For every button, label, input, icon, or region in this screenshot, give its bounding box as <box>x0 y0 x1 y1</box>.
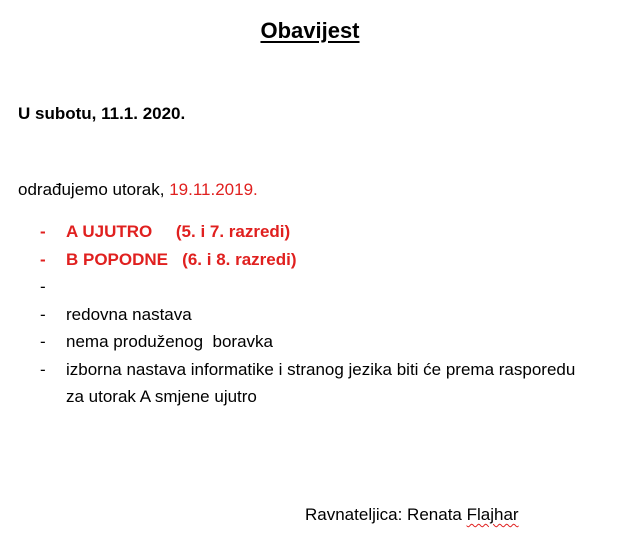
list-item-electives <box>18 356 586 411</box>
list-item-shift-a <box>18 218 618 246</box>
notice-list <box>18 218 618 411</box>
list-item-text: A UJUTRO (5. i 7. razredi) <box>66 222 291 241</box>
intro-text: odrađujemo utorak, <box>18 180 170 199</box>
list-item-text: B POPODNE (6. i 8. razredi) <box>66 249 297 269</box>
list-item-text: izborna nastava informatike i stranog jezika biti će prema rasporedu za utorak A smjene ujutro <box>66 359 585 406</box>
signature-line <box>305 505 519 525</box>
intro-date: 19.11.2019. <box>169 180 258 199</box>
list-item-empty <box>18 273 618 301</box>
dash-bullet: - <box>40 359 46 379</box>
list-item-no-extended-stay <box>18 328 618 356</box>
dash-bullet: - <box>40 304 46 324</box>
dash-bullet: - <box>40 332 46 351</box>
signature-name: Flajhar <box>466 505 519 524</box>
list-item-regular-classes <box>18 301 618 329</box>
intro-line <box>18 180 258 200</box>
list-item-shift-b <box>18 246 618 274</box>
document-title: Obavijest <box>260 18 360 43</box>
signature-label: Ravnateljica: Renata <box>305 505 467 524</box>
date-line: U subotu, 11.1. 2020. <box>18 104 186 123</box>
list-item-text: redovna nastava <box>66 304 192 324</box>
dash-bullet: - <box>40 222 46 241</box>
dash-bullet: - <box>40 249 46 269</box>
list-item-text: nema produženog boravka <box>66 332 273 351</box>
dash-bullet: - <box>40 277 46 296</box>
